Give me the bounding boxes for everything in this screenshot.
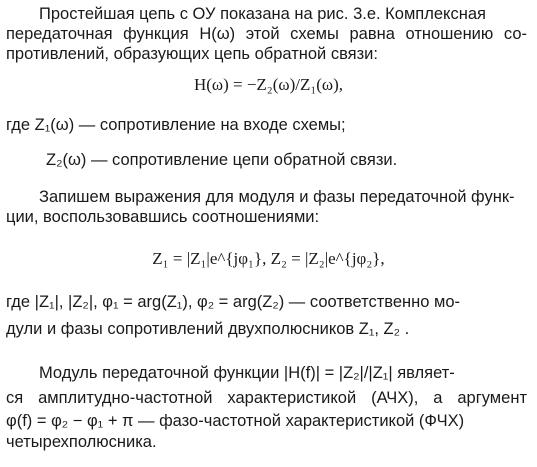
- paragraph-3-line-2: дули и фазы сопротивлений двухполюсников Z₁, Z₂ .: [6, 320, 410, 338]
- paragraph-1-line-1: Простейшая цепь с ОУ показана на рис. 3.е. Комплексная: [39, 5, 486, 23]
- definition-z2: Z₂(ω) — сопротивление цепи обратной связи.: [46, 151, 398, 169]
- paragraph-4-line-2: ся амплитудно-частотной характеристикой (АЧХ), а аргумент: [6, 389, 527, 407]
- formula-transfer-function: H(ω) = −Z₂(ω)/Z₁(ω),: [193, 75, 344, 94]
- paragraph-4-line-3: φ(f) = φ₂ − φ₁ + π — фазо-частотной характеристикой (ФЧХ): [6, 412, 465, 430]
- paragraph-3-line-1: где |Z₁|, |Z₂|, φ₁ = arg(Z₁), φ₂ = arg(Z₂) — соответственно мо-: [6, 293, 461, 311]
- paragraph-1-line-3: противлений, образующих цепь обратной связи:: [6, 45, 378, 63]
- formula-impedances: Z₁ = |Z₁|e^{jφ₁}, Z₂ = |Z₂|e^{jφ₂},: [152, 249, 385, 268]
- paragraph-4-line-1: Модуль передаточной функции |H(f)| = |Z₂|/|Z₁| являет-: [39, 364, 455, 382]
- paragraph-1-line-2: передаточная функция H(ω) этой схемы равна отношению со-: [6, 25, 527, 43]
- paragraph-4-line-4: четырехполюсника.: [6, 433, 157, 451]
- paragraph-2-line-2: ции, воспользовавшись соотношениями:: [6, 208, 320, 226]
- paragraph-2-line-1: Запишем выражения для модуля и фазы передаточной функ-: [39, 188, 515, 206]
- definition-z1: где Z₁(ω) — сопротивление на входе схемы;: [6, 116, 346, 134]
